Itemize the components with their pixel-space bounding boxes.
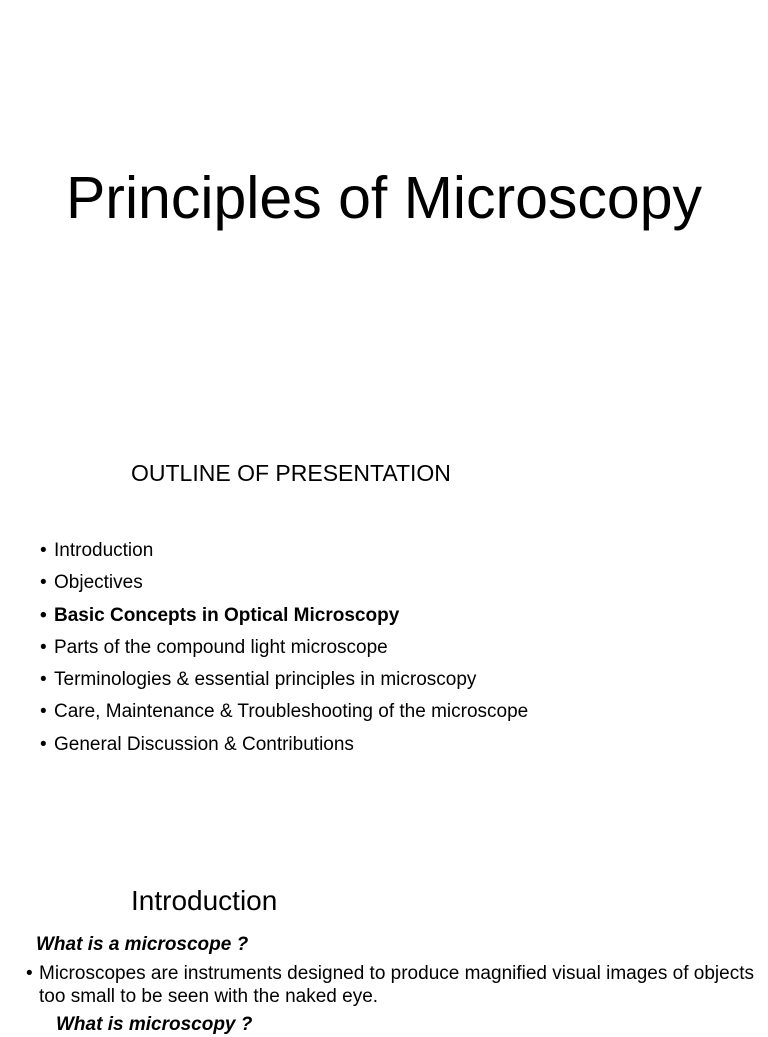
question-heading: What is a microscope ?: [36, 934, 249, 955]
bullet-icon: •: [40, 572, 47, 594]
bullet-icon: •: [40, 701, 47, 723]
outline-item-text: Care, Maintenance & Troubleshooting of the microscope: [54, 701, 529, 723]
outline-item-text: General Discussion & Contributions: [54, 733, 354, 755]
question-heading: What is microscopy ?: [56, 1014, 253, 1035]
outline-item: [40, 696, 528, 728]
outline-item-text: Terminologies & essential principles in microscopy: [54, 669, 477, 691]
outline-item-text: Parts of the compound light microscope: [54, 636, 388, 658]
intro-bullet-point: [26, 962, 756, 1008]
bullet-icon: •: [40, 604, 47, 626]
outline-item: [40, 664, 528, 696]
outline-item-text: Objectives: [54, 572, 143, 594]
outline-list: [40, 535, 528, 761]
bullet-icon: •: [40, 733, 47, 755]
introduction-title: Introduction: [131, 885, 278, 916]
bullet-icon: •: [40, 669, 47, 691]
outline-item: [40, 567, 528, 599]
outline-item-text: Basic Concepts in Optical Microscopy: [54, 604, 400, 626]
outline-item: [40, 535, 528, 567]
bullet-icon: •: [40, 540, 47, 561]
bullet-icon: •: [40, 636, 47, 658]
outline-item-text: Introduction: [54, 540, 154, 561]
title-slide: [0, 0, 768, 400]
outline-slide: [0, 400, 768, 845]
outline-title: OUTLINE OF PRESENTATION: [131, 460, 451, 486]
outline-item: [40, 600, 528, 632]
outline-item: [40, 632, 528, 664]
presentation-title: Principles of Microscopy: [65, 165, 703, 231]
bullet-icon: •: [26, 963, 33, 984]
introduction-slide: [0, 845, 768, 1035]
outline-item: [40, 729, 528, 761]
intro-point-text: Microscopes are instruments designed to produce magnified visual images of objects too small to be seen with the naked eye.: [39, 963, 754, 1007]
